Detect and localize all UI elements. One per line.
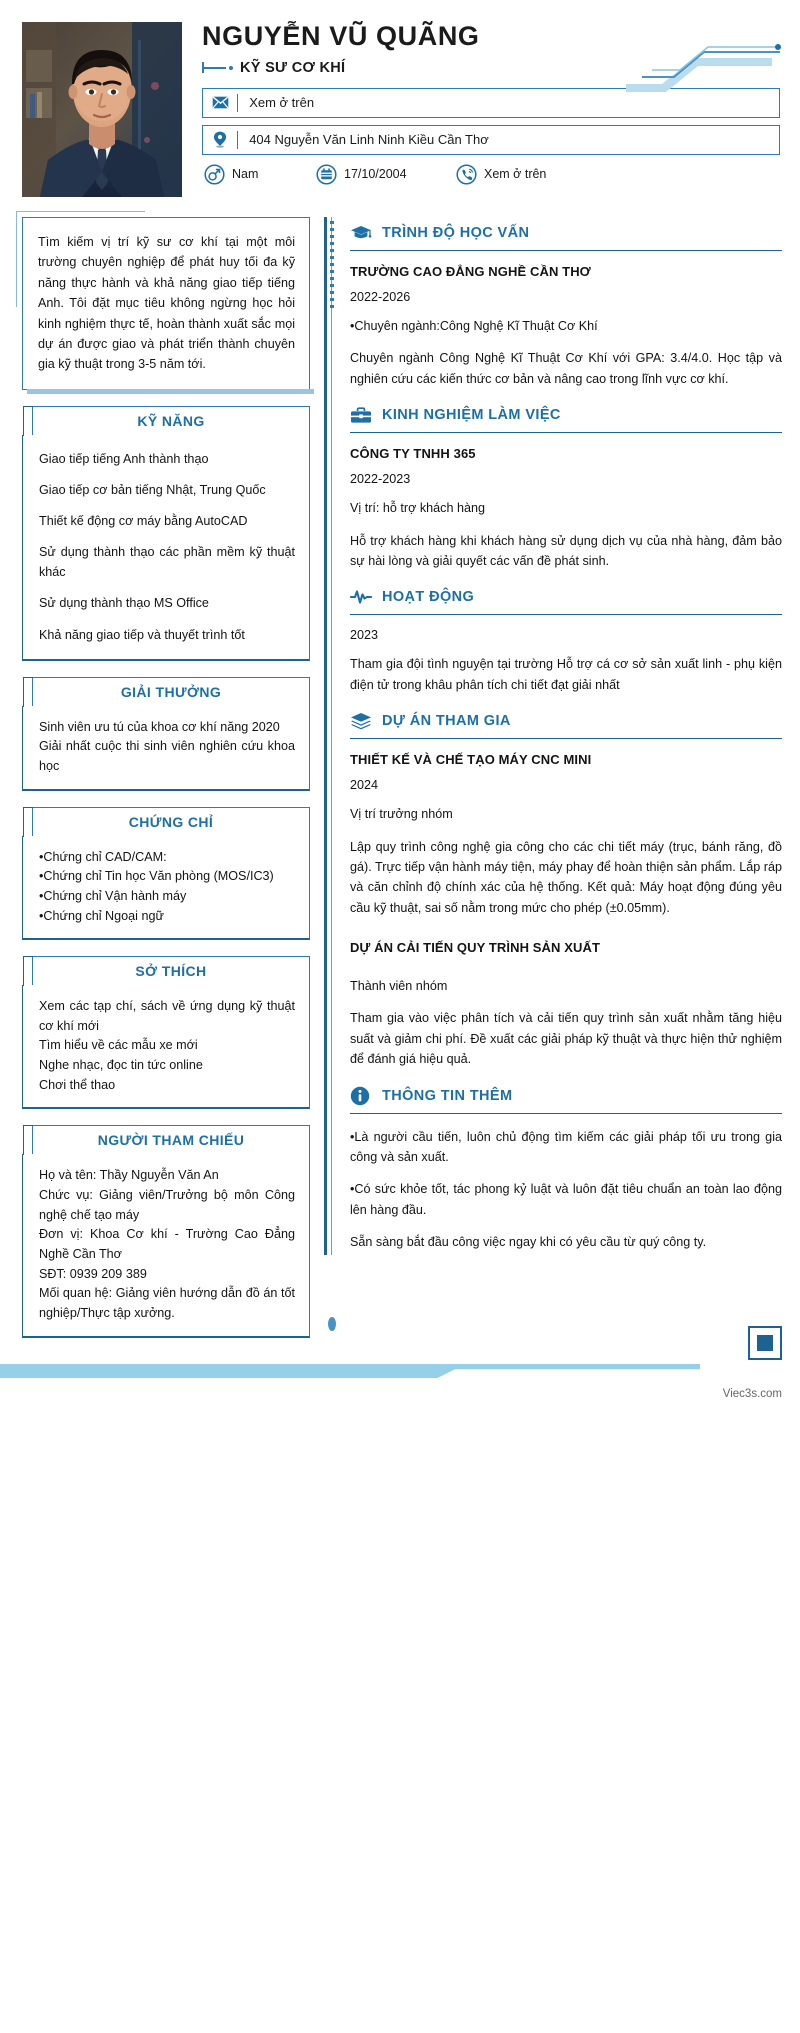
- list-item: Giao tiếp cơ bản tiếng Nhật, Trung Quốc: [39, 482, 266, 497]
- list-item: Đơn vị: Khoa Cơ khí - Trường Cao Đẳng Nghề Cần Thơ: [39, 1227, 295, 1261]
- section-activities: [350, 587, 782, 695]
- section-header: [350, 405, 782, 433]
- entry-text: Sẵn sàng bắt đầu công việc ngay khi có yêu cầu từ quý công ty.: [350, 1235, 707, 1250]
- section-skills: [22, 406, 310, 661]
- personal-meta-row: [202, 164, 780, 185]
- footer-band-decoration: [0, 1364, 700, 1378]
- section-reference: [22, 1125, 310, 1337]
- rail-bead-icon: [328, 1317, 336, 1331]
- activity-pulse-icon: [350, 587, 372, 607]
- cv-footer: [0, 1358, 800, 1404]
- section-header: [32, 677, 310, 706]
- arrow-tick-icon: [202, 62, 228, 73]
- address-row[interactable]: [202, 125, 780, 155]
- section-awards: [22, 677, 310, 791]
- section-projects: [350, 711, 782, 1070]
- section-title: KINH NGHIỆM LÀM VIỆC: [382, 407, 561, 424]
- entry-text: •Chuyên ngành:Công Nghệ Kĩ Thuật Cơ Khí: [350, 319, 598, 333]
- header-side-bar: [23, 406, 33, 436]
- entry-date: 2022-2023: [350, 472, 411, 487]
- job-title-row: [202, 60, 780, 76]
- list-item: Sinh viên ưu tú của khoa cơ khí năng 2020: [39, 719, 280, 734]
- list-item: Sử dụng thành thạo MS Office: [39, 596, 209, 611]
- job-title: KỸ SƯ CƠ KHÍ: [240, 59, 346, 76]
- list-item: Sử dụng thành thạo các phần mềm kỹ thuật khác: [39, 545, 295, 580]
- section-header: [350, 711, 782, 739]
- section-title: TRÌNH ĐỘ HỌC VẤN: [382, 225, 530, 241]
- entry-organization: TRƯỜNG CAO ĐẲNG NGHỀ CẦN THƠ: [350, 264, 591, 279]
- section-header: [32, 956, 310, 985]
- email-icon: [203, 96, 237, 109]
- summary-card: [22, 217, 310, 390]
- section-title: THÔNG TIN THÊM: [382, 1087, 513, 1104]
- gender-item: [204, 164, 316, 185]
- summary-shadow: [27, 389, 314, 394]
- list-item: •Chứng chỉ CAD/CAM:: [39, 849, 167, 864]
- entry-date: 2024: [350, 778, 379, 793]
- section-title: HOẠT ĐỘNG: [382, 589, 475, 606]
- calendar-icon: [316, 164, 337, 185]
- section-header: [350, 1086, 782, 1114]
- section-education: [350, 223, 782, 389]
- right-content: [324, 223, 782, 1253]
- list-item: Họ và tên: Thầy Nguyễn Văn An: [39, 1168, 219, 1183]
- entry-text: Hỗ trợ khách hàng khi khách hàng sử dụng dịch vụ của nhà hàng, đảm bảo sự hài lòng và giải quyết các vấn đề phát sinh.: [350, 533, 782, 568]
- dob-item: [316, 164, 456, 185]
- section-body: [22, 836, 310, 941]
- entry-organization: CÔNG TY TNHH 365: [350, 446, 476, 462]
- section-title: KỸ NĂNG: [137, 412, 205, 429]
- section-header: [32, 406, 310, 435]
- entry-date: 2023: [350, 628, 379, 643]
- address-value: 404 Nguyễn Văn Linh Ninh Kiều Cần Thơ: [249, 132, 489, 148]
- list-item: Thiết kế động cơ máy bằng AutoCAD: [39, 514, 248, 529]
- section-title: GIẢI THƯỞNG: [120, 683, 222, 700]
- section-body: [22, 1154, 310, 1337]
- header-side-bar: [23, 677, 33, 707]
- gender-value: Nam: [232, 167, 259, 182]
- section-title: DỰ ÁN THAM GIA: [382, 713, 511, 730]
- section-title: NGƯỜI THAM CHIẾU: [97, 1132, 245, 1149]
- entry-text: Tham gia đội tình nguyện tại trường Hỗ trợ cá cơ sở sản xuất linh - phụ kiện điện tử trong khâu phân tích chi tiết đạt giải nhất: [350, 657, 782, 692]
- entry-text: Tham gia vào việc phân tích và cải tiến quy trình sản xuất nhằm tăng hiệu suất và giảm chi phí. Đề xuất các giải pháp kỹ thuật và thực hiện thử nghiệm để đánh giá hiệu quả.: [350, 1011, 782, 1067]
- section-title: SỞ THÍCH: [135, 963, 207, 980]
- summary-text: Tìm kiếm vị trí kỹ sư cơ khí tại một môi trường chuyên nghiệp để phát huy tối đa kỹ năng thực hành và khả năng giao tiếp tiếng Anh. Tôi đặt mục tiêu không ngừng học hỏi kinh nghiệm thực tế, hoàn thành xuất sắc mọi dự án được giao và phát triển thành chuyên gia kỹ thuật trong 3-5 năm tới.: [38, 235, 295, 372]
- entry-text: Vị trí: hỗ trợ khách hàng: [350, 501, 485, 516]
- entry-organization: DỰ ÁN CẢI TIẾN QUY TRÌNH SẢN XUẤT: [350, 940, 601, 956]
- section-title: CHỨNG CHỈ: [128, 813, 214, 830]
- page-title: NGUYỄN VŨ QUÃNG: [202, 21, 480, 51]
- list-item: Mối quan hệ: Giảng viên hướng dẫn đồ án tốt nghiệp/Thực tập xưởng.: [39, 1286, 295, 1320]
- info-circle-icon: [350, 1086, 372, 1106]
- profile-photo: [22, 22, 182, 197]
- list-item: Nghe nhạc, đọc tin tức online: [39, 1058, 203, 1073]
- gender-icon: [204, 164, 225, 185]
- header-details: [182, 22, 780, 197]
- list-item: Chức vụ: Giảng viên/Trưởng bộ môn Công nghệ chế tạo máy: [39, 1188, 295, 1222]
- email-row[interactable]: [202, 88, 780, 118]
- portrait-illustration: [22, 22, 182, 197]
- dob-value: 17/10/2004: [344, 167, 407, 182]
- list-item: Tìm hiểu về các mẫu xe mới: [39, 1038, 198, 1053]
- section-header: [32, 1125, 310, 1154]
- entry-organization: THIẾT KẾ VÀ CHẾ TẠO MÁY CNC MINI: [350, 752, 592, 768]
- section-header: [32, 807, 310, 836]
- header-side-bar: [23, 956, 33, 986]
- entry-text: •Là người cầu tiến, luôn chủ động tìm kiếm các giải pháp tối ưu trong gia công và sản xuất.: [350, 1129, 782, 1165]
- rail-outer-line: [324, 217, 327, 1255]
- graduation-cap-icon: [350, 223, 372, 243]
- email-value: Xem ở trên: [249, 95, 315, 111]
- list-item: •Chứng chỉ Tin học Văn phòng (MOS/IC3): [39, 869, 274, 884]
- list-item: Xem các tạp chí, sách về ứng dụng kỹ thuật cơ khí mới: [39, 999, 295, 1033]
- entry-text: •Có sức khỏe tốt, tác phong kỷ luật và luôn đặt tiêu chuẩn an toàn lao động lên hàng đầu.: [350, 1182, 782, 1217]
- rail-dotted-segment: [330, 221, 334, 311]
- right-column: [324, 217, 782, 1255]
- entry-text: Lập quy trình công nghệ gia công cho các chi tiết máy (trục, bánh răng, đồ gá). Trực tiếp vận hành máy tiện, máy phay để hoàn thiện sản phẩm. Lắp ráp và căn chỉnh độ chính xác của hệ thống. Kết quả: Máy hoạt động đúng yêu cầu kỹ thuật, sai số nằm trong mức cho phép (±0.05mm).: [350, 839, 782, 915]
- location-pin-icon: [203, 131, 237, 148]
- spacer: [350, 930, 782, 940]
- phone-value: Xem ở trên: [484, 167, 547, 182]
- list-item: •Chứng chỉ Vận hành máy: [39, 888, 187, 903]
- corner-square-decoration: [748, 1326, 782, 1360]
- layers-icon: [350, 711, 372, 731]
- rail-inner-line: [331, 217, 332, 1255]
- list-item: Giao tiếp tiếng Anh thành thạo: [39, 451, 209, 466]
- entry-text: Thành viên nhóm: [350, 979, 448, 994]
- cv-body: [0, 205, 800, 1338]
- section-experience: [350, 405, 782, 571]
- list-item: •Chứng chỉ Ngoại ngữ: [39, 908, 164, 923]
- list-item: Giải nhất cuộc thi sinh viên nghiên cứu khoa học: [39, 739, 295, 773]
- phone-item[interactable]: [456, 164, 546, 185]
- spacer: [350, 966, 782, 976]
- section-additional-info: [350, 1086, 782, 1253]
- section-header: [350, 587, 782, 615]
- section-hobbies: [22, 956, 310, 1109]
- section-header: [350, 223, 782, 251]
- section-body: [22, 435, 310, 661]
- entry-date: 2022-2026: [350, 290, 411, 304]
- section-certificates: [22, 807, 310, 941]
- phone-icon: [456, 164, 477, 185]
- briefcase-icon: [350, 405, 372, 425]
- cv-header: [0, 0, 800, 205]
- left-column: [22, 217, 310, 1338]
- entry-text: Vị trí trưởng nhóm: [350, 807, 453, 822]
- list-item: SĐT: 0939 209 389: [39, 1266, 147, 1281]
- list-item: Khả năng giao tiếp và thuyết trình tốt: [39, 627, 245, 642]
- header-side-bar: [23, 1125, 33, 1155]
- list-item: Chơi thể thao: [39, 1077, 116, 1092]
- header-side-bar: [23, 807, 33, 837]
- section-body: [22, 706, 310, 791]
- right-rail: [324, 217, 336, 1255]
- entry-text: Chuyên ngành Công Nghệ Kĩ Thuật Cơ Khí với GPA: 3.4/4.0. Học tập và nghiên cứu các kiến thức cơ bản và nâng cao trong lĩnh vực cơ khí.: [350, 351, 782, 386]
- section-body: [22, 985, 310, 1109]
- arrow-dot-icon: [229, 66, 233, 70]
- footer-credit: Viec3s.com: [722, 1387, 782, 1400]
